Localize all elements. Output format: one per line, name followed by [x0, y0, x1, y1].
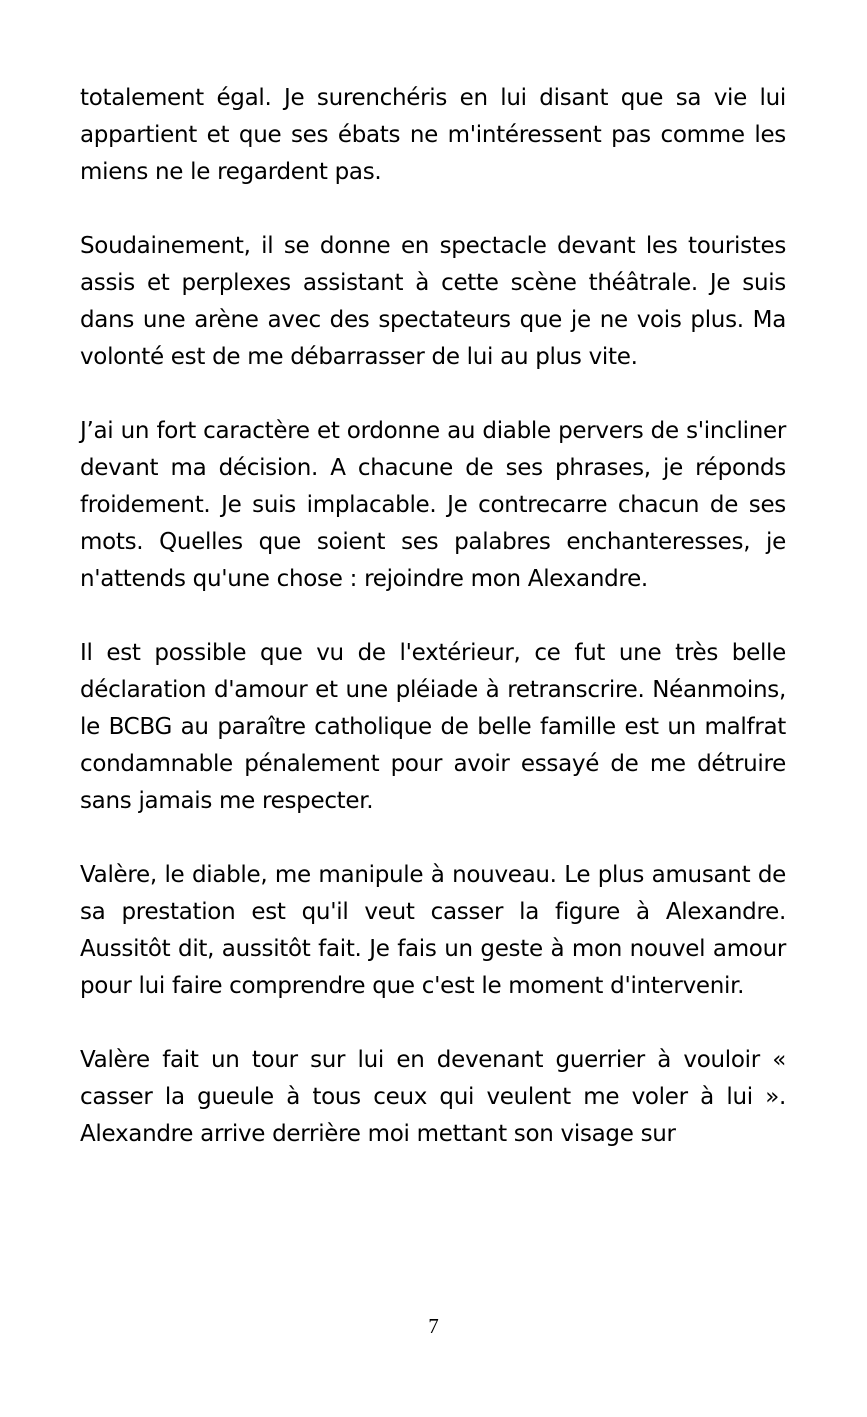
page-number: 7 [428, 1314, 439, 1338]
paragraph-2: Soudainement, il se donne en spectacle devant les touristes assis et perplexes assistant à cette scène théâtrale. Je suis dans une arène avec des spectateurs que je ne vois plus. Ma volonté est de me débarrasser de lui au plus vite. [80, 233, 786, 370]
paragraph-4: Il est possible que vu de l'extérieur, ce fut une très belle déclaration d'amour et une pléiade à retranscrire. Néanmoins, le BCBG au paraître catholique de belle famille est un malfrat condamnable pénalement pour avoir essayé de me détruire sans jamais me respecter. [80, 640, 786, 814]
body-text [80, 80, 786, 1153]
paragraph-5: Valère, le diable, me manipule à nouveau. Le plus amusant de sa prestation est qu'il veut casser la figure à Alexandre. Aussitôt dit, aussitôt fait. Je fais un geste à mon nouvel amour pour lui faire comprendre que c'est le moment d'intervenir. [80, 862, 786, 999]
paragraph-1: totalement égal. Je surenchéris en lui disant que sa vie lui appartient et que ses ébats ne m'intéressent pas comme les miens ne le regardent pas. [80, 85, 786, 185]
paragraph-3: J’ai un fort caractère et ordonne au diable pervers de s'incliner devant ma décision. A chacune de ses phrases, je réponds froidement. Je suis implacable. Je contrecarre chacun de ses mots. Quelles que soient ses palabres enchanteresses, je n'attends qu'une chose : rejoindre mon Alexandre. [80, 418, 786, 592]
paragraph-6: Valère fait un tour sur lui en devenant guerrier à vouloir « casser la gueule à tous ceux qui veulent me voler à lui ». Alexandre arrive derrière moi mettant son visage sur [80, 1047, 786, 1147]
